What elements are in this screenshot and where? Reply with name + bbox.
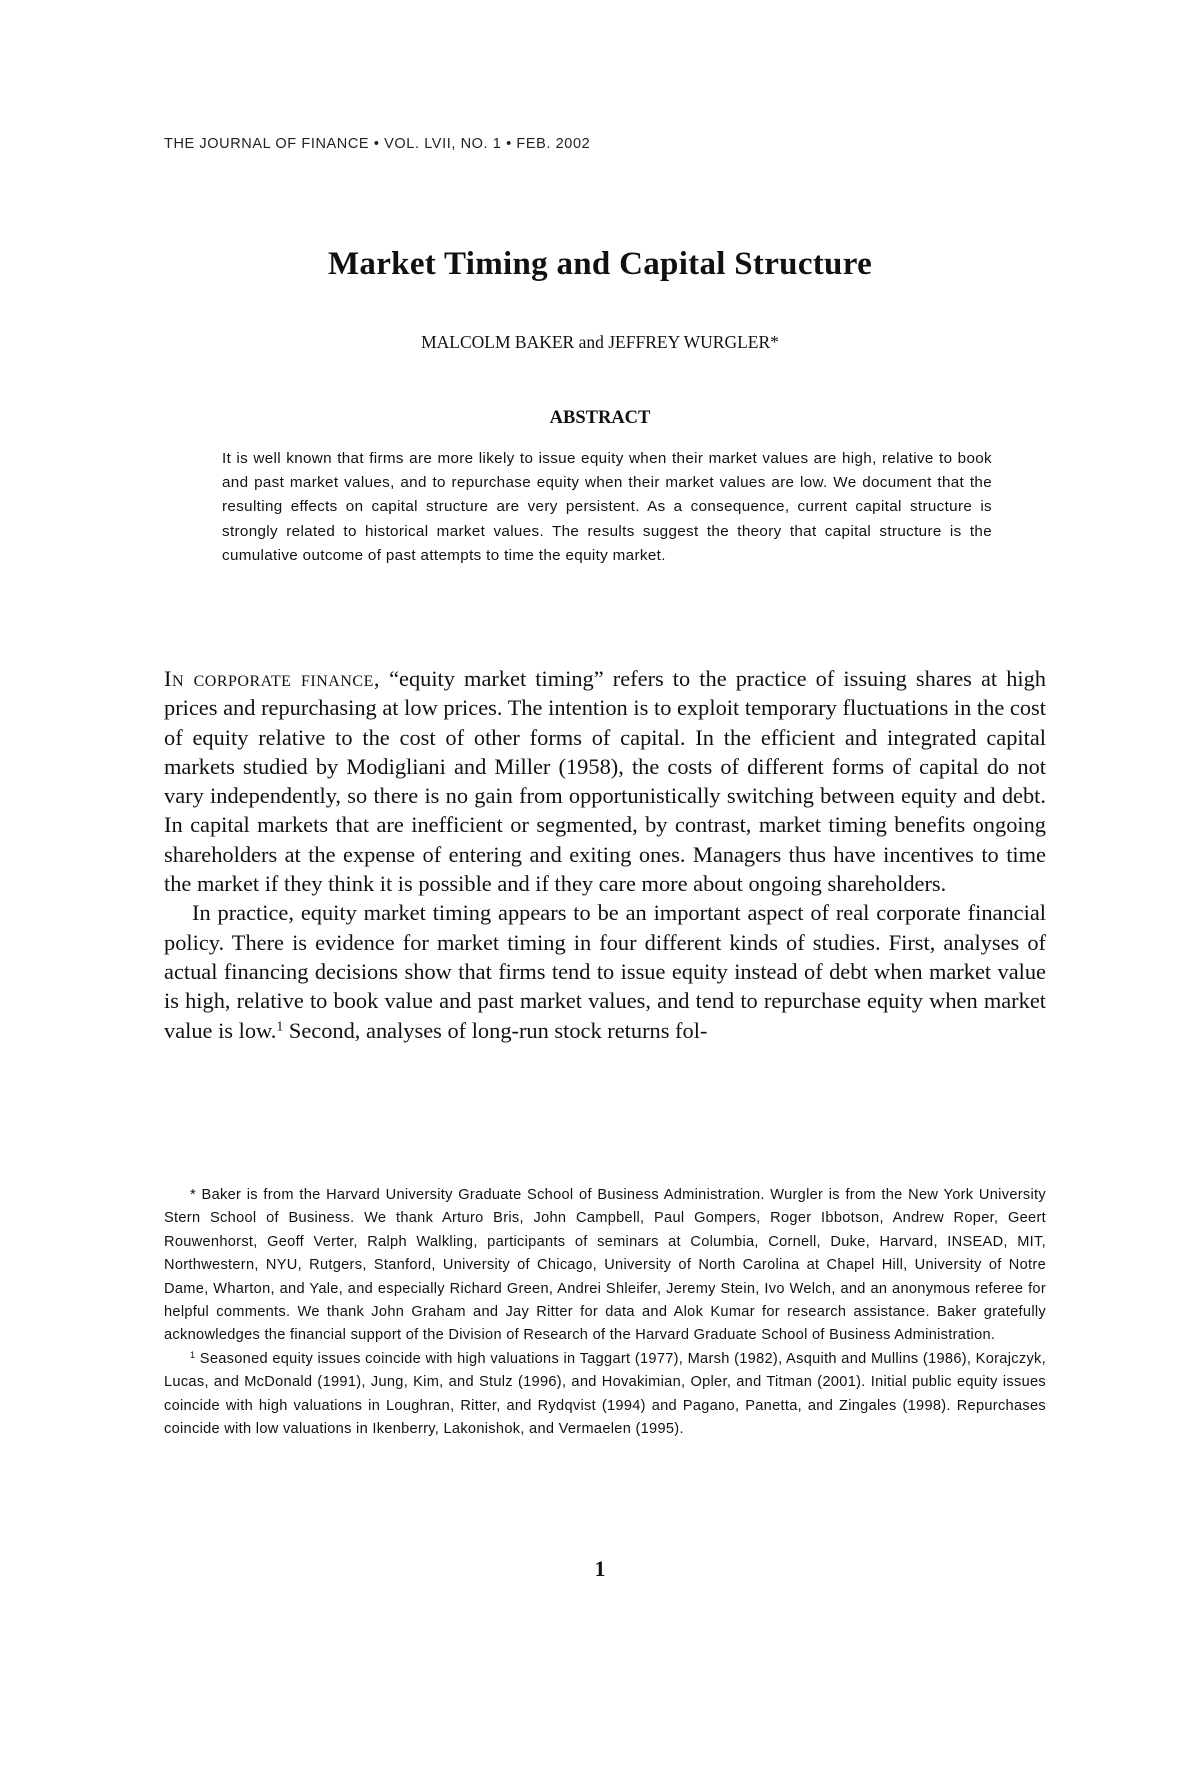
footnote-star: * Baker is from the Harvard University Graduate School of Business Administration. Wurgler is from the New York University Stern School of Business. We thank Arturo Bris, John Campbell, Paul Gompers, Roger Ibbotson, Andrew Roper, Geert Rouwenhorst, Geoff Verter, Ralph Walkling, participants of seminars at Columbia, Cornell, Duke, Harvard, INSEAD, MIT, Northwestern, NYU, Rutgers, Stanford, University of Chicago, University of North Carolina at Chapel Hill, University of Notre Dame, Wharton, and Yale, and especially Richard Green, Andrei Shleifer, Jeremy Stein, Ivo Welch, and an anonymous referee for helpful comments. We thank John Graham and Jay Ritter for data and Alok Kumar for research assistance. Baker gratefully acknowledges the financial support of the Division of Research of the Harvard Graduate School of Business Administration. — [164, 1187, 1046, 1344]
footnote-1-mark: 1 — [190, 1349, 196, 1360]
running-head: THE JOURNAL OF FINANCE • VOL. LVII, NO. 1 • FEB. 2002 — [164, 136, 591, 152]
body-paragraph-1 — [164, 664, 1046, 898]
body-paragraph-2 — [164, 898, 1046, 1044]
page-number: 1 — [594, 1556, 606, 1581]
paragraph-1-text: “equity market timing” refers to the practice of issuing shares at high prices and repurchasing at low prices. The intention is to exploit temporary fluctuations in the cost of equity relative to the cost of other forms of capital. In the efficient and integrated capital markets studied by Modigliani and Miller (1958), the costs of different forms of capital do not vary independently, so there is no gain from opportunistically switching between equity and debt. In capital markets that are inefficient or segmented, by contrast, market timing benefits ongoing shareholders at the expense of entering and exiting ones. Managers thus have incentives to time the market if they think it is possible and if they care more about ongoing shareholders. — [164, 666, 1047, 897]
paragraph-2-text-tail: Second, analyses of long-run stock returns fol- — [283, 1017, 708, 1043]
footnotes — [164, 1184, 1046, 1441]
footnote-1 — [164, 1348, 1046, 1442]
paragraph-2-text: In practice, equity market timing appears to be an important aspect of real corporate financial policy. There is evidence for market timing in four different kinds of studies. First, analyses of actual financing decisions show that firms tend to issue equity instead of debt when market value is high, relative to book value and past market values, and tend to repurchase equity when market value is low. — [164, 900, 1046, 1043]
body-text — [164, 664, 1046, 1045]
section-lead-in: In corporate finance, — [164, 666, 380, 691]
author-line: MALCOLM BAKER and JEFFREY WURGLER* — [421, 332, 779, 352]
footnote-ref-1: 1 — [276, 1018, 284, 1034]
abstract-heading: ABSTRACT — [549, 408, 651, 428]
abstract-text: It is well known that firms are more likely to issue equity when their market values are high, relative to book and past market values, and to repurchase equity when their market values are low. We document that the resulting effects on capital structure are very persistent. As a consequence, current capital structure is strongly related to historical market values. The results suggest the theory that capital structure is the cumulative outcome of past attempts to time the equity market. — [222, 450, 992, 564]
footnote-1-text: Seasoned equity issues coincide with high valuations in Taggart (1977), Marsh (1982), Asquith and Mullins (1986), Korajczyk, Lucas, and McDonald (1991), Jung, Kim, and Stulz (1996), and Hovakimian, Opler, and Titman (2001). Initial public equity issues coincide with high valuations in Loughran, Ritter, and Rydqvist (1994) and Pagano, Panetta, and Zingales (1998). Repurchases coincide with low valuations in Ikenberry, Lakonishok, and Vermaelen (1995). — [164, 1350, 1046, 1438]
paper-title: Market Timing and Capital Structure — [327, 246, 873, 282]
